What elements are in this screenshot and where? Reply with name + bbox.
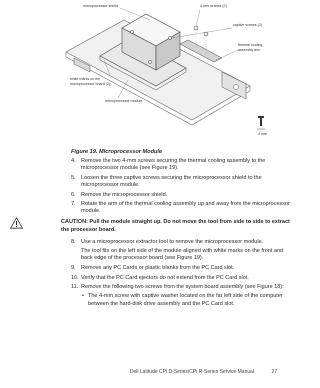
procedure-steps <box>61 158 291 310</box>
footer-title: Dell Latitude CPi D-Series/CPi R-Series Service Manual <box>129 369 255 375</box>
callout-microprocessor-module: microprocessor module <box>105 99 143 103</box>
callout-thermal-arm-line1: thermal cooling <box>238 43 263 47</box>
caution-notice <box>61 219 291 233</box>
bullet-text: The 4-mm screw with captive washer located on the far left side of the computer between the hard-disk drive assembly and the PC Card slot. <box>88 293 283 307</box>
step-text: Remove the two 4-mm screws securing the thermal cooling assembly to the microprocessor module (see Figure 19). <box>81 158 266 172</box>
callout-captive-screws: captive screws (3) <box>233 23 262 27</box>
step-6 <box>71 192 291 199</box>
callout-scale: 4 mm <box>258 132 267 136</box>
step-4 <box>71 158 291 172</box>
step-note: The tool fits on the left side of the module aligned with white marks on the front and back edge of the processor board (see Figure 19). <box>81 248 284 262</box>
bullet-icon: • <box>82 293 84 300</box>
screw-scale-icon <box>257 116 265 129</box>
step-number: 6. <box>71 191 76 198</box>
bullet-item <box>81 293 291 307</box>
step-text: Loosen the three captive screws securing the microprocessor shield to the microprocessor module. <box>81 174 262 188</box>
microprocessor-module-figure <box>0 0 300 140</box>
warning-triangle-icon <box>10 217 23 229</box>
step-text: Rotate the arm of the thermal cooling assembly up and away from the microprocessor module. <box>81 201 290 215</box>
figure-caption: Figure 19. Microprocessor Module <box>71 149 163 155</box>
page-number: 27 <box>271 369 277 375</box>
callout-thermal-arm-line2: assembly arm <box>238 48 261 52</box>
step-11 <box>71 284 291 307</box>
step-number: 5. <box>71 174 76 181</box>
step-number: 7. <box>71 201 76 208</box>
callout-white-marks-line2: microprocessor board (2) <box>70 82 111 86</box>
step-7 <box>71 201 291 215</box>
step-8 <box>71 239 291 263</box>
step-text: Use a microprocessor extractor tool to remove the microprocessor module. <box>81 238 264 245</box>
step-number: 9. <box>71 265 76 271</box>
step-10 <box>71 275 291 282</box>
step-text: Remove the following two screws from the system board assembly (see Figure 18): <box>81 284 284 291</box>
step-9 <box>71 265 291 272</box>
step-number: 8. <box>71 238 76 245</box>
caution-text: CAUTION: Pull the module straight up. Do not move the tool from side to side to extract the processor board. <box>61 219 290 233</box>
step-text: Remove any PC Cards or plastic blanks from the PC Card slot. <box>81 265 235 271</box>
step-number: 4. <box>71 158 76 164</box>
page-footer <box>130 369 277 375</box>
callout-microprocessor-shield: microprocessor shield <box>83 4 118 8</box>
step-text: Remove the microprocessor shield. <box>81 191 168 198</box>
step-number: 11. <box>71 284 79 291</box>
callout-white-marks-line1: white marks on the <box>70 77 101 81</box>
step-number: 10. <box>71 274 79 281</box>
step-5 <box>71 175 291 189</box>
step-text: Verify that the PC Card ejectors do not extend from the PC Card slot. <box>81 274 249 281</box>
callout-4mm-screws: 4-mm screws (2) <box>200 4 227 8</box>
